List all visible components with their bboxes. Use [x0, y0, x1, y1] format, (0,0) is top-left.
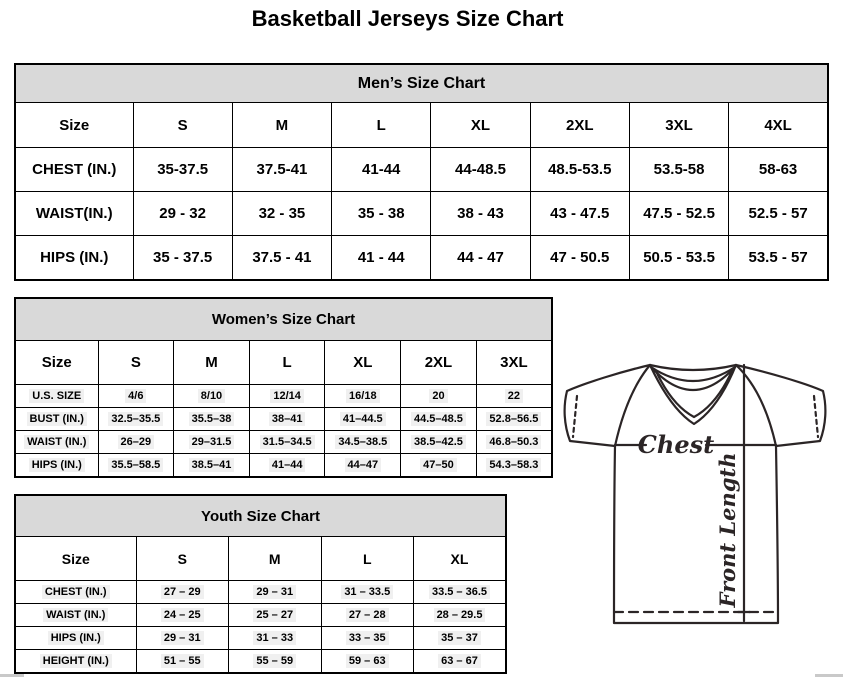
chest-label: Chest [637, 430, 715, 459]
cell: 33 – 35 [321, 627, 414, 650]
header-cell: S [136, 537, 229, 581]
jersey-icon [555, 355, 843, 655]
table-row [15, 627, 506, 650]
row-label: HIPS (IN.) [15, 627, 136, 650]
cell: 44 - 47 [431, 236, 530, 281]
front-length-label: Front Length [715, 452, 740, 608]
header-cell: 2XL [401, 341, 477, 385]
cell: 33.5 – 36.5 [414, 581, 507, 604]
cell: 35.5–38 [174, 408, 250, 431]
cell: 47 - 50.5 [530, 236, 629, 281]
cell: 35 – 37 [414, 627, 507, 650]
cell: 55 – 59 [229, 650, 322, 674]
header-cell: XL [414, 537, 507, 581]
header-cell: S [133, 103, 232, 148]
table-row [15, 385, 552, 408]
header-cell: 4XL [729, 103, 828, 148]
cell: 31.5–34.5 [249, 431, 325, 454]
header-cell: M [174, 341, 250, 385]
header-cell: Size [15, 103, 133, 148]
row-label: WAIST (IN.) [15, 604, 136, 627]
mens-header-row [15, 103, 828, 148]
row-label: WAIST(IN.) [15, 192, 133, 236]
table-row [15, 148, 828, 192]
cell: 44-48.5 [431, 148, 530, 192]
table-row [15, 192, 828, 236]
header-cell: Size [15, 537, 136, 581]
cell: 63 – 67 [414, 650, 507, 674]
header-cell: L [321, 537, 414, 581]
header-cell: Size [15, 341, 98, 385]
cell: 59 – 63 [321, 650, 414, 674]
cell: 51 – 55 [136, 650, 229, 674]
jersey-right-seam [736, 365, 776, 446]
cell: 32.5–35.5 [98, 408, 174, 431]
cell: 38 - 43 [431, 192, 530, 236]
womens-table-title: Women’s Size Chart [15, 298, 552, 341]
table-row [15, 604, 506, 627]
cell: 34.5–38.5 [325, 431, 401, 454]
cell: 27 – 28 [321, 604, 414, 627]
row-label: BUST (IN.) [15, 408, 98, 431]
jersey-right-cuff-dashes [814, 396, 818, 437]
cell: 29–31.5 [174, 431, 250, 454]
youth-table-title: Youth Size Chart [15, 495, 506, 537]
cell: 35 - 37.5 [133, 236, 232, 281]
youth-size-table [14, 494, 507, 674]
header-cell: 3XL [629, 103, 728, 148]
table-row [15, 408, 552, 431]
cell: 46.8–50.3 [476, 431, 552, 454]
edge-artifact-left [0, 674, 24, 677]
cell: 8/10 [174, 385, 250, 408]
header-cell: L [249, 341, 325, 385]
cell: 16/18 [325, 385, 401, 408]
cell: 41 - 44 [332, 236, 431, 281]
row-label: HIPS (IN.) [15, 454, 98, 478]
cell: 41–44.5 [325, 408, 401, 431]
row-label: WAIST (IN.) [15, 431, 98, 454]
cell: 35-37.5 [133, 148, 232, 192]
table-row [15, 650, 506, 674]
youth-header-row [15, 537, 506, 581]
cell: 53.5-58 [629, 148, 728, 192]
cell: 22 [476, 385, 552, 408]
cell: 38–41 [249, 408, 325, 431]
header-cell: M [229, 537, 322, 581]
header-cell: XL [431, 103, 530, 148]
cell: 31 – 33 [229, 627, 322, 650]
cell: 53.5 - 57 [729, 236, 828, 281]
cell: 27 – 29 [136, 581, 229, 604]
cell: 4/6 [98, 385, 174, 408]
table-row [15, 431, 552, 454]
cell: 32 - 35 [232, 192, 331, 236]
cell: 58-63 [729, 148, 828, 192]
cell: 35 - 38 [332, 192, 431, 236]
jersey-collar-top [650, 365, 736, 370]
header-cell: 2XL [530, 103, 629, 148]
header-cell: M [232, 103, 331, 148]
header-cell: L [332, 103, 431, 148]
cell: 38.5–41 [174, 454, 250, 478]
cell: 52.8–56.5 [476, 408, 552, 431]
cell: 44–47 [325, 454, 401, 478]
page-title: Basketball Jerseys Size Chart [251, 6, 564, 31]
jersey-right-sleeve [736, 365, 825, 446]
row-label: HIPS (IN.) [15, 236, 133, 281]
mens-table-title: Men’s Size Chart [15, 64, 828, 103]
table-row [15, 454, 552, 478]
mens-size-table [14, 63, 829, 281]
row-label: HEIGHT (IN.) [15, 650, 136, 674]
cell: 41–44 [249, 454, 325, 478]
table-row [15, 581, 506, 604]
cell: 47.5 - 52.5 [629, 192, 728, 236]
cell: 20 [401, 385, 477, 408]
cell: 47–50 [401, 454, 477, 478]
header-cell: XL [325, 341, 401, 385]
cell: 37.5-41 [232, 148, 331, 192]
cell: 44.5–48.5 [401, 408, 477, 431]
cell: 29 - 32 [133, 192, 232, 236]
womens-header-row [15, 341, 552, 385]
cell: 35.5–58.5 [98, 454, 174, 478]
cell: 52.5 - 57 [729, 192, 828, 236]
table-row [15, 236, 828, 281]
cell: 28 – 29.5 [414, 604, 507, 627]
jersey-body [614, 446, 778, 623]
womens-size-table [14, 297, 553, 478]
cell: 54.3–58.3 [476, 454, 552, 478]
cell: 31 – 33.5 [321, 581, 414, 604]
row-label: CHEST (IN.) [15, 581, 136, 604]
row-label: CHEST (IN.) [15, 148, 133, 192]
header-cell: 3XL [476, 341, 552, 385]
cell: 37.5 - 41 [232, 236, 331, 281]
cell: 25 – 27 [229, 604, 322, 627]
cell: 41-44 [332, 148, 431, 192]
cell: 26–29 [98, 431, 174, 454]
cell: 12/14 [249, 385, 325, 408]
cell: 43 - 47.5 [530, 192, 629, 236]
edge-artifact-right [815, 674, 843, 677]
jersey-measurement-diagram [555, 355, 843, 655]
cell: 29 – 31 [136, 627, 229, 650]
cell: 50.5 - 53.5 [629, 236, 728, 281]
cell: 29 – 31 [229, 581, 322, 604]
cell: 38.5–42.5 [401, 431, 477, 454]
cell: 24 – 25 [136, 604, 229, 627]
cell: 48.5-53.5 [530, 148, 629, 192]
jersey-left-cuff-dashes [573, 396, 577, 437]
row-label: U.S. SIZE [15, 385, 98, 408]
header-cell: S [98, 341, 174, 385]
